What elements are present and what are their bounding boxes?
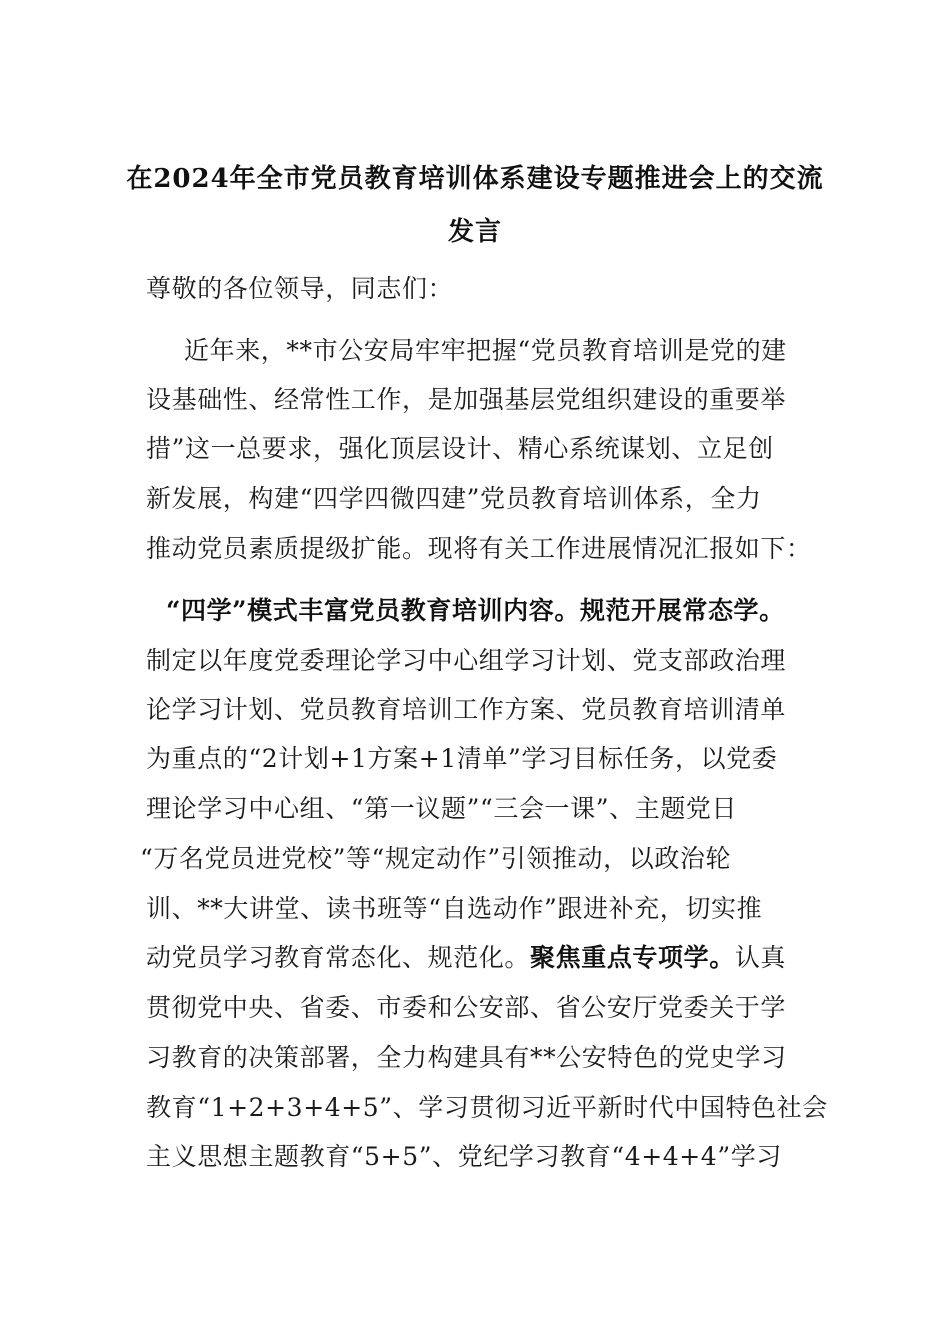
body-line: “万名党员进党校”等“规定动作”引领推动，以政治轮 xyxy=(140,844,732,873)
body-line: 为重点的“2计划+1方案+1清单”学习目标任务，以党委 xyxy=(146,744,778,773)
body-text: 认真 xyxy=(734,943,787,972)
body-line: 制定以年度党委理论学习中心组学习计划、党支部政治理 xyxy=(146,646,787,675)
intro-line: 设基础性、经常性工作，是加强基层党组织建设的重要举 xyxy=(146,385,787,414)
intro-line: 措”这一总要求，强化顶层设计、精心系统谋划、立足创 xyxy=(146,434,774,463)
body-line: 主义思想主题教育“5+5”、党纪学习教育“4+4+4”学习 xyxy=(146,1142,782,1171)
body-text: 动党员学习教育常态化、规范化。 xyxy=(146,943,531,972)
subheading-inline: 聚焦重点专项学。 xyxy=(530,943,735,972)
body-line-mixed xyxy=(146,943,786,973)
body-line: 训、**大讲堂、读书班等“自选动作”跟进补充，切实推 xyxy=(146,894,763,923)
body-line: 教育“1+2+3+4+5”、学习贯彻习近平新时代中国特色社会 xyxy=(146,1093,828,1122)
section-heading: “四学”模式丰富党员教育培训内容。规范开展常态学。 xyxy=(166,596,785,625)
body-line: 习教育的决策部署，全力构建具有**公安特色的党史学习 xyxy=(146,1043,787,1072)
intro-line: 近年来，**市公安局牢牢把握“党员教育培训是党的建 xyxy=(184,336,787,365)
body-line: 理论学习中心组、“第一议题”“三会一课”、主题党日 xyxy=(146,794,738,823)
intro-line: 新发展，构建“四学四微四建”党员教育培训体系，全力 xyxy=(146,484,762,513)
document-title-line-2: 发言 xyxy=(447,217,502,247)
body-line: 贯彻党中央、省委、市委和公安部、省公安厅党委关于学 xyxy=(146,993,787,1022)
intro-line: 推动党员素质提级扩能。现将有关工作进展情况汇报如下： xyxy=(146,534,812,563)
salutation: 尊敬的各位领导，同志们： xyxy=(146,274,454,303)
document-title-line-1: 在2024年全市党员教育培训体系建设专题推进会上的交流 xyxy=(126,164,824,194)
body-line: 论学习计划、党员教育培训工作方案、党员教育培训清单 xyxy=(146,695,787,724)
